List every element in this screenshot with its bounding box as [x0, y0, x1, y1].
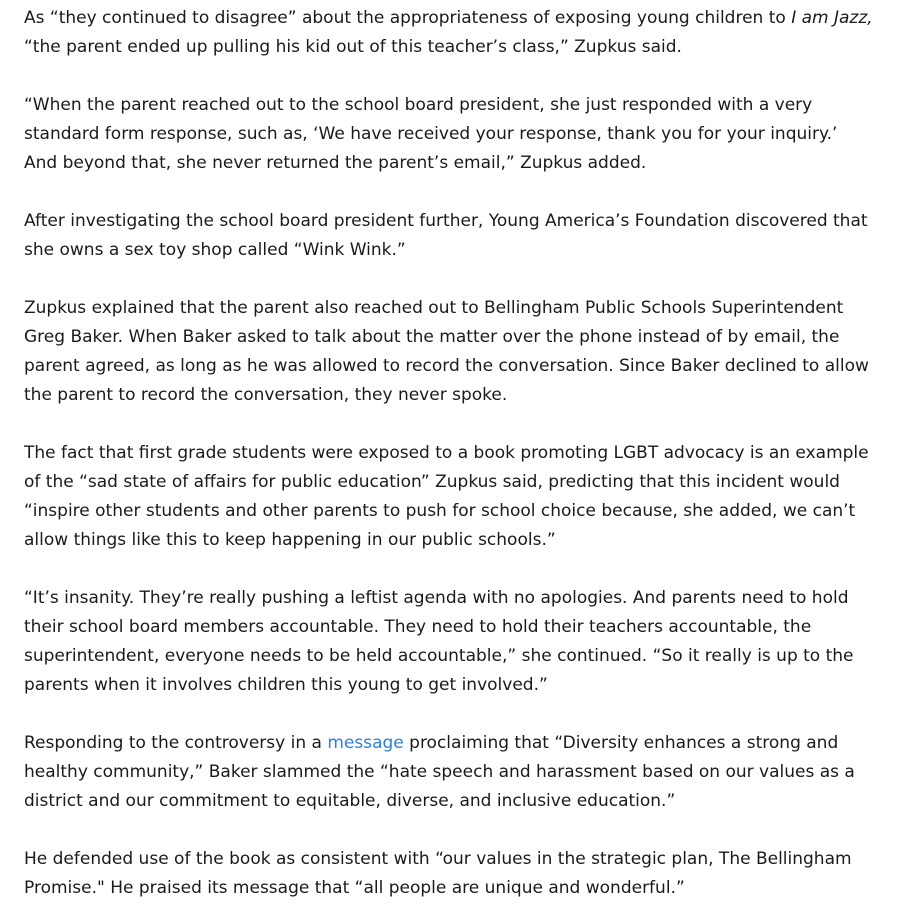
- paragraph-3: After investigating the school board president further, Young America’s Foundation discovered that she owns a sex toy shop called “Wink Wink.”: [24, 211, 868, 260]
- paragraph-6: “It’s insanity. They’re really pushing a leftist agenda with no apologies. And parents need to hold their school board members accountable. They need to hold their teachers accountable, the superintendent, everyone needs to be held accountable,” she continued. “So it really is up to the parents when it involves children this young to get involved.”: [24, 588, 854, 695]
- paragraph-7-text-end: proclaiming that “Diversity enhances a strong and healthy community,” Baker slammed the “hate speech and harassment based on our values as a district and our commitment to equitable, diverse, and inclusive education.”: [24, 733, 855, 811]
- paragraph-7: [24, 729, 874, 816]
- paragraph-7-text-start: Responding to the controversy in a: [24, 733, 328, 753]
- paragraph-1-text-end: “the parent ended up pulling his kid out of this teacher’s class,” Zupkus said.: [24, 37, 682, 57]
- paragraph-5: The fact that first grade students were exposed to a book promoting LGBT advocacy is an example of the “sad state of affairs for public education” Zupkus said, predicting that this incident would “inspire other students and other parents to push for school choice because, she added, we can’t allow things like this to keep happening in our public schools.”: [24, 443, 869, 550]
- paragraph-2: “When the parent reached out to the school board president, she just responded with a very standard form response, such as, ‘We have received your response, thank you for your inquiry.’ And beyond that, she never returned the parent’s email,” Zupkus added.: [24, 95, 838, 173]
- paragraph-1: [24, 4, 874, 62]
- paragraph-4: Zupkus explained that the parent also reached out to Bellingham Public Schools Superintendent Greg Baker. When Baker asked to talk about the matter over the phone instead of by email, the parent agreed, as long as he was allowed to record the conversation. Since Baker declined to allow the parent to record the conversation, they never spoke.: [24, 298, 869, 405]
- book-title: I am Jazz,: [791, 8, 873, 28]
- paragraph-1-text-start: As “they continued to disagree” about the appropriateness of exposing young children to: [24, 8, 792, 28]
- message-link[interactable]: message: [327, 733, 404, 753]
- paragraph-8: He defended use of the book as consistent with “our values in the strategic plan, The Bellingham Promise." He praised its message that “all people are unique and wonderful.”: [24, 849, 852, 898]
